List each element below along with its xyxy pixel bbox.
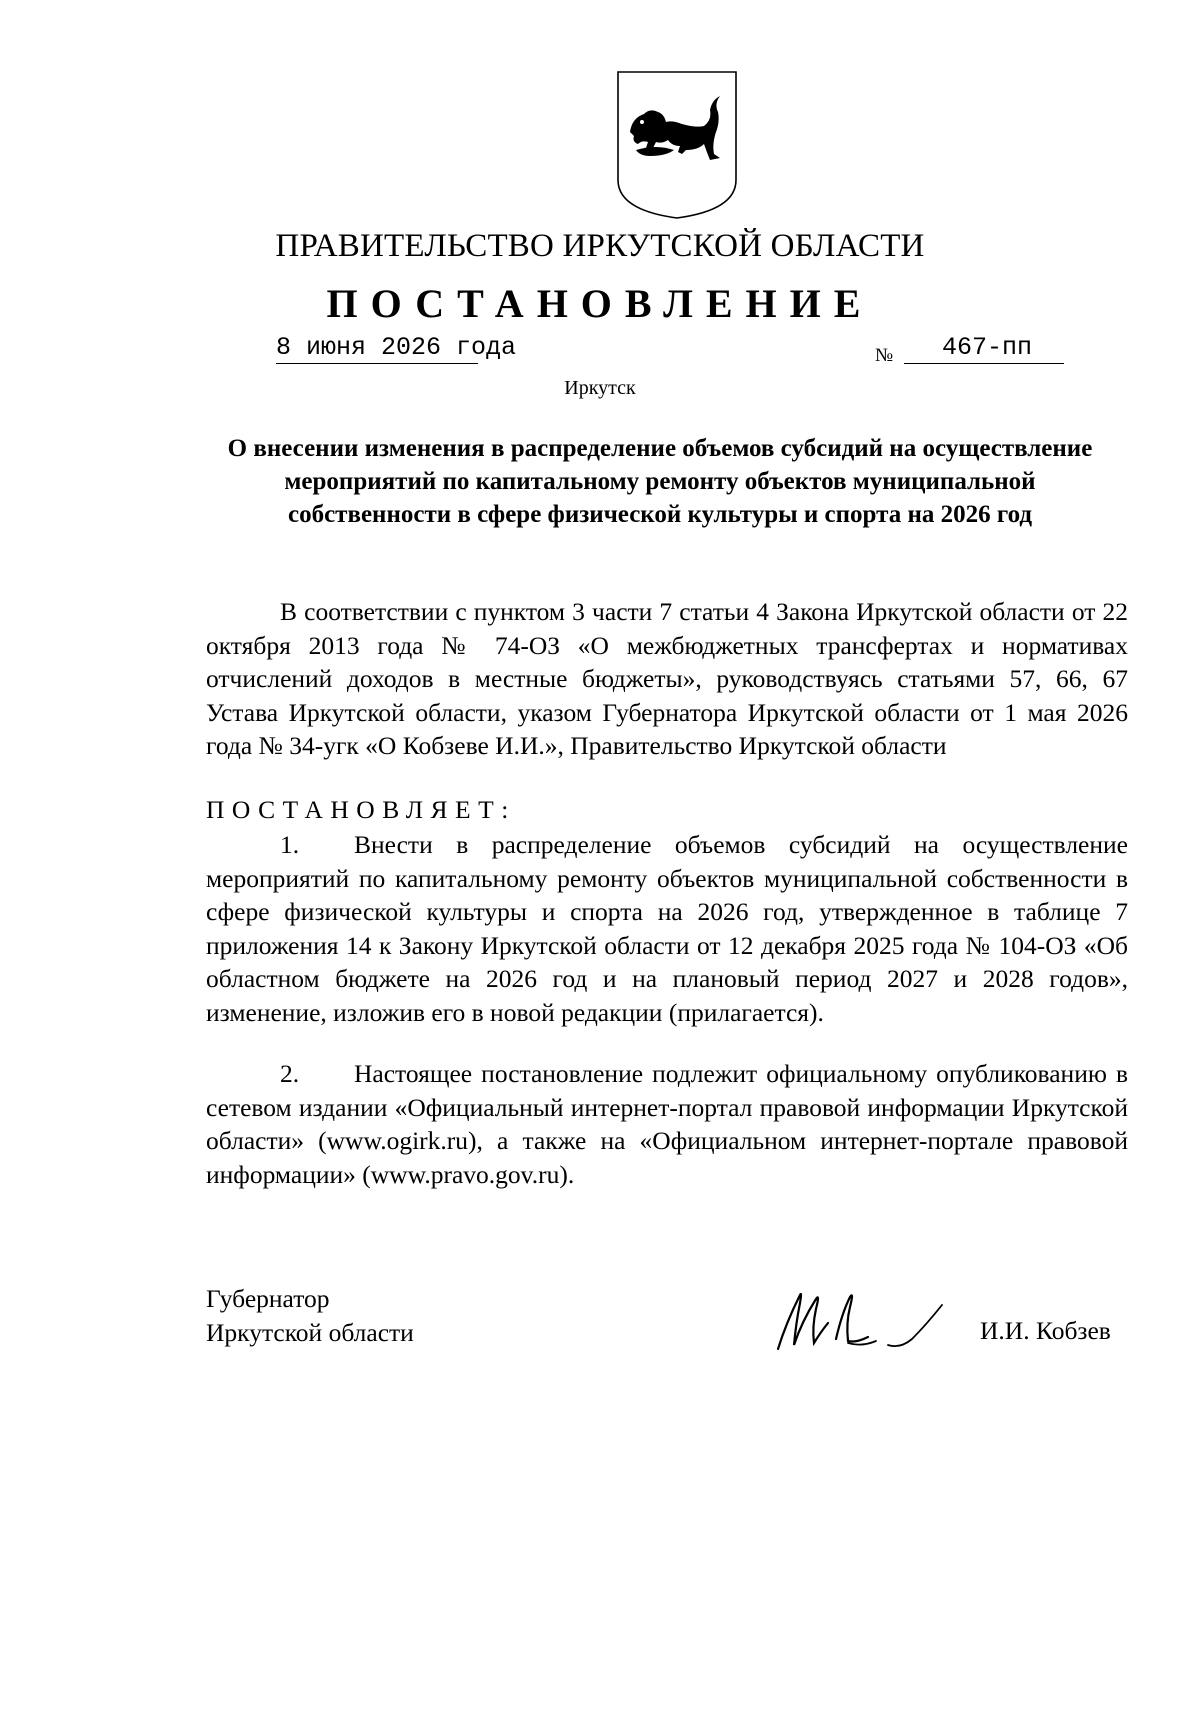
signer-name: И.И. Кобзев	[980, 1316, 1111, 1345]
government-name: ПРАВИТЕЛЬСТВО ИРКУТСКОЙ ОБЛАСТИ	[275, 228, 925, 264]
item-text: Внести в распределение объемов субсидий на осуществление мероприятий по капитальному ремонту объектов муниципальной собственности в сфере физической культуры и спорта на 2026 год, утвержденное в таблице 7 приложения 14 к Закону Иркутской области от 12 декабря 2025 года № 104-ОЗ «Об областном бюджете на 2026 год и на плановый период 2027 и 2028 годов», изменение, изложив его в новой редакции (прилагается).	[206, 830, 1128, 1027]
document-date: 8 июня 2026 года	[276, 333, 517, 362]
signer-position	[206, 1282, 414, 1349]
item-number: 1.	[280, 830, 300, 859]
item-number: 2.	[280, 1059, 300, 1088]
city: Иркутск	[564, 377, 636, 399]
number-sign: №	[875, 345, 894, 366]
decree-word: ПОСТАНОВЛЯЕТ:	[206, 795, 516, 824]
item-text: Настоящее постановление подлежит официальному опубликованию в сетевом издании «Официальный интернет-портал правовой информации Иркутской области» (www.ogirk.ru), а также на «Официальном интернет-портале правовой информации» (www.pravo.gov.ru).	[206, 1059, 1128, 1189]
document-kind: ПОСТАНОВЛЕНИЕ	[326, 281, 874, 326]
document-number: 467-пп	[904, 333, 1064, 364]
preamble-paragraph: В соответствии с пунктом 3 части 7 статьи 4 Закона Иркутской области от 22 октября 2013 года № 74-ОЗ «О межбюджетных трансфертах и нормативах отчислений доходов в местные бюджеты», руководствуясь статьями 57, 66, 67 Устава Иркутской области, указом Губернатора Иркутской области от 1 мая 2026 года № 34-угк «О Кобзеве И.И.», Правительство Иркутской области	[206, 597, 1128, 760]
signer-position-line1: Губернатор	[206, 1284, 330, 1313]
signer-position-line2: Иркутской области	[206, 1317, 414, 1347]
document-title: О внесении изменения в распределение объемов субсидий на осуществление мероприятий по капитальному ремонту объектов муниципальной собственности в сфере физической культуры и спорта на 2026 год	[227, 435, 1093, 528]
handwritten-signature-icon	[776, 1283, 954, 1351]
list-item	[206, 828, 1128, 1029]
list-item	[206, 1057, 1128, 1191]
coat-of-arms-icon	[616, 70, 738, 220]
